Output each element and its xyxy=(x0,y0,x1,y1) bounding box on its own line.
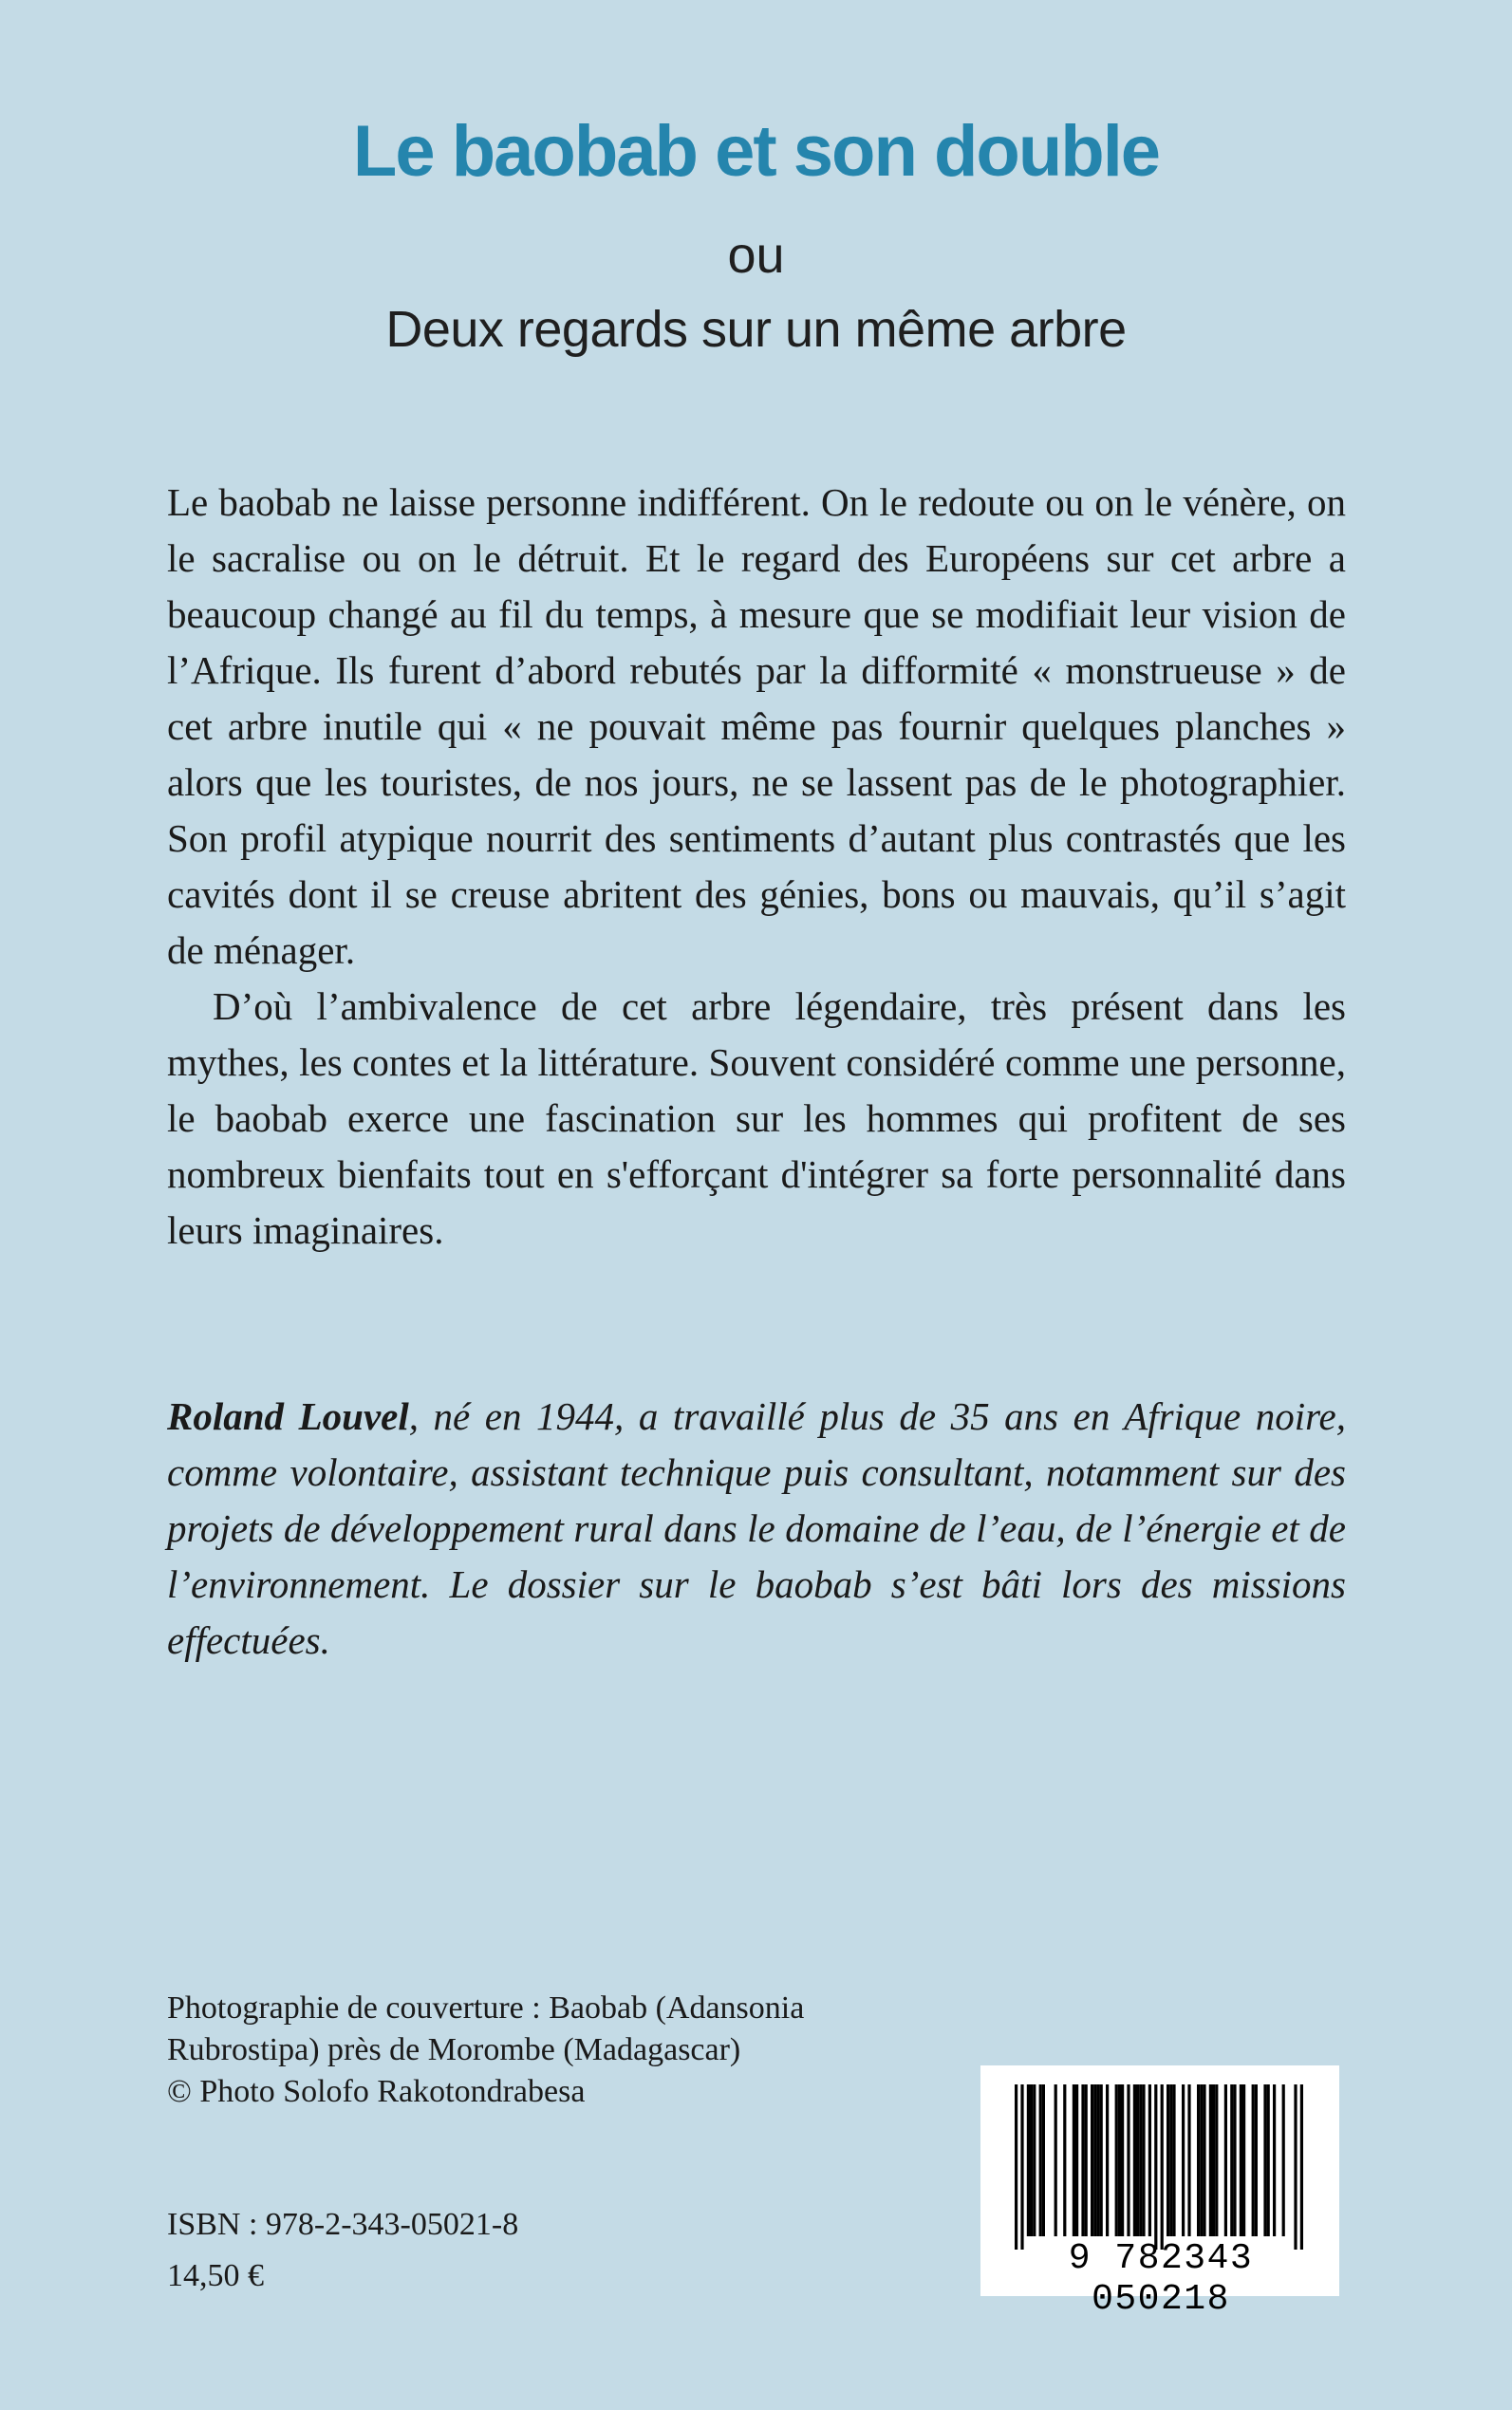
price: 14,50 € xyxy=(167,2258,264,2293)
barcode-bar xyxy=(1263,2084,1266,2236)
barcode-bar xyxy=(1091,2084,1093,2236)
barcode-bar xyxy=(1075,2084,1078,2236)
barcode-bar xyxy=(1154,2084,1157,2250)
barcode-bar xyxy=(1300,2084,1303,2250)
photo-credits-line-2: Rubrostipa) près de Morombe (Madagascar) xyxy=(167,2032,741,2067)
barcode-bar xyxy=(1100,2084,1103,2236)
barcode-bar xyxy=(1252,2084,1255,2236)
barcode-bar xyxy=(1242,2084,1245,2236)
barcode-bar xyxy=(1161,2084,1164,2250)
barcode-bar xyxy=(1224,2084,1227,2236)
barcode-bar xyxy=(1121,2084,1124,2236)
barcode-bar xyxy=(1215,2084,1218,2236)
barcode-bar xyxy=(1255,2084,1258,2236)
barcode-bar xyxy=(1081,2084,1084,2236)
barcode-bar xyxy=(1015,2084,1017,2250)
barcode-bar xyxy=(1282,2084,1285,2236)
barcode-bar xyxy=(1030,2084,1033,2236)
barcode-bar xyxy=(1169,2084,1172,2236)
barcode-bar xyxy=(1172,2084,1175,2236)
barcode-bar xyxy=(1187,2084,1190,2236)
barcode-digits: 9 782343 050218 xyxy=(1068,2238,1254,2320)
barcode-bar xyxy=(1093,2084,1096,2236)
barcode-bar xyxy=(1063,2084,1066,2236)
photo-credits-line-1: Photographie de couverture : Baobab (Adansonia xyxy=(167,1990,805,2026)
barcode-bar xyxy=(1106,2084,1109,2236)
photo-credits xyxy=(167,1988,888,2113)
barcode-bar xyxy=(1033,2084,1036,2236)
barcode-bar xyxy=(1230,2084,1233,2236)
summary-paragraph-1: Le baobab ne laisse personne indifférent. On le redoute ou on le vénère, on le sacralise ou on le détruit. Et le regard des Européens sur cet arbre a beaucoup changé au fil du temps, à mesure que se modifiait leur vision de l’Afrique. Ils furent d’abord rebutés par la difformité « monstrueuse » de cet arbre inutile qui « ne pouvait même pas fournir quelques planches » alors que les touristes, de nos jours, ne se lassent pas de le photographier. Son profil atypique nourrit des sentiments d’autant plus contrastés que les cavités dont il se creuse abritent des génies, bons ou mauvais, qu’il s’agit de ménager. xyxy=(167,480,1346,972)
summary-paragraph-2: D’où l’ambivalence de cet arbre légendaire, très présent dans les mythes, les contes et la littérature. Souvent considéré comme une personne, le baobab exerce une fascination sur les hommes qui profitent de ses nombreux bienfaits tout en s'efforçant d'intégrer sa forte personnalité dans leurs imaginaires. xyxy=(167,984,1346,1252)
barcode-bar xyxy=(1209,2084,1212,2236)
barcode-bar xyxy=(1139,2084,1142,2236)
barcode-bar xyxy=(1167,2084,1169,2236)
barcode-bar xyxy=(1042,2084,1045,2236)
barcode-bar xyxy=(1182,2084,1185,2236)
book-subtitle: Deux regards sur un même arbre xyxy=(385,301,1127,358)
barcode-bar xyxy=(1133,2084,1136,2236)
barcode-bar xyxy=(1233,2084,1236,2236)
barcode-bar xyxy=(1039,2084,1042,2236)
barcode-bar xyxy=(1020,2084,1023,2250)
author-name: Roland Louvel xyxy=(167,1394,409,1438)
isbn: ISBN : 978-2-343-05021-8 xyxy=(167,2207,519,2242)
author-bio-text: , né en 1944, a travaillé plus de 35 ans en Afrique noire, comme volontaire, assistant technique puis consultant, notamment sur des projets de développement rural dans le domaine de l’eau, de l’énergie et de l’environnement. Le dossier sur le baobab s’est bâti lors des missions effectuées. xyxy=(167,1394,1346,1662)
barcode-bar xyxy=(1197,2084,1200,2236)
barcode-bar xyxy=(1200,2084,1203,2236)
photo-credits-line-3: © Photo Solofo Rakotondrabesa xyxy=(167,2074,586,2109)
barcode-bar xyxy=(1096,2084,1099,2236)
barcode-bar xyxy=(1273,2084,1276,2236)
barcode xyxy=(980,2065,1339,2320)
barcode-bar xyxy=(1027,2084,1030,2236)
barcode-bar xyxy=(1115,2084,1118,2236)
barcode-bar xyxy=(1136,2084,1139,2236)
barcode-bar xyxy=(1118,2084,1121,2236)
barcode-bar xyxy=(1148,2084,1151,2236)
book-summary xyxy=(167,475,1346,1259)
barcode-bar xyxy=(1267,2084,1270,2236)
book-title: Le baobab et son double xyxy=(352,111,1160,192)
barcode-bar xyxy=(1203,2084,1205,2236)
barcode-bar xyxy=(1127,2084,1129,2236)
subtitle-connector: ou xyxy=(727,227,785,284)
barcode-bar xyxy=(1073,2084,1075,2236)
barcode-bar xyxy=(1240,2084,1242,2236)
barcode-bar xyxy=(1142,2084,1145,2236)
barcode-bar xyxy=(1212,2084,1215,2236)
barcode-bar xyxy=(1055,2084,1057,2236)
barcode-bar xyxy=(1294,2084,1297,2250)
author-bio xyxy=(167,1389,1346,1669)
barcode-bar xyxy=(1085,2084,1088,2236)
